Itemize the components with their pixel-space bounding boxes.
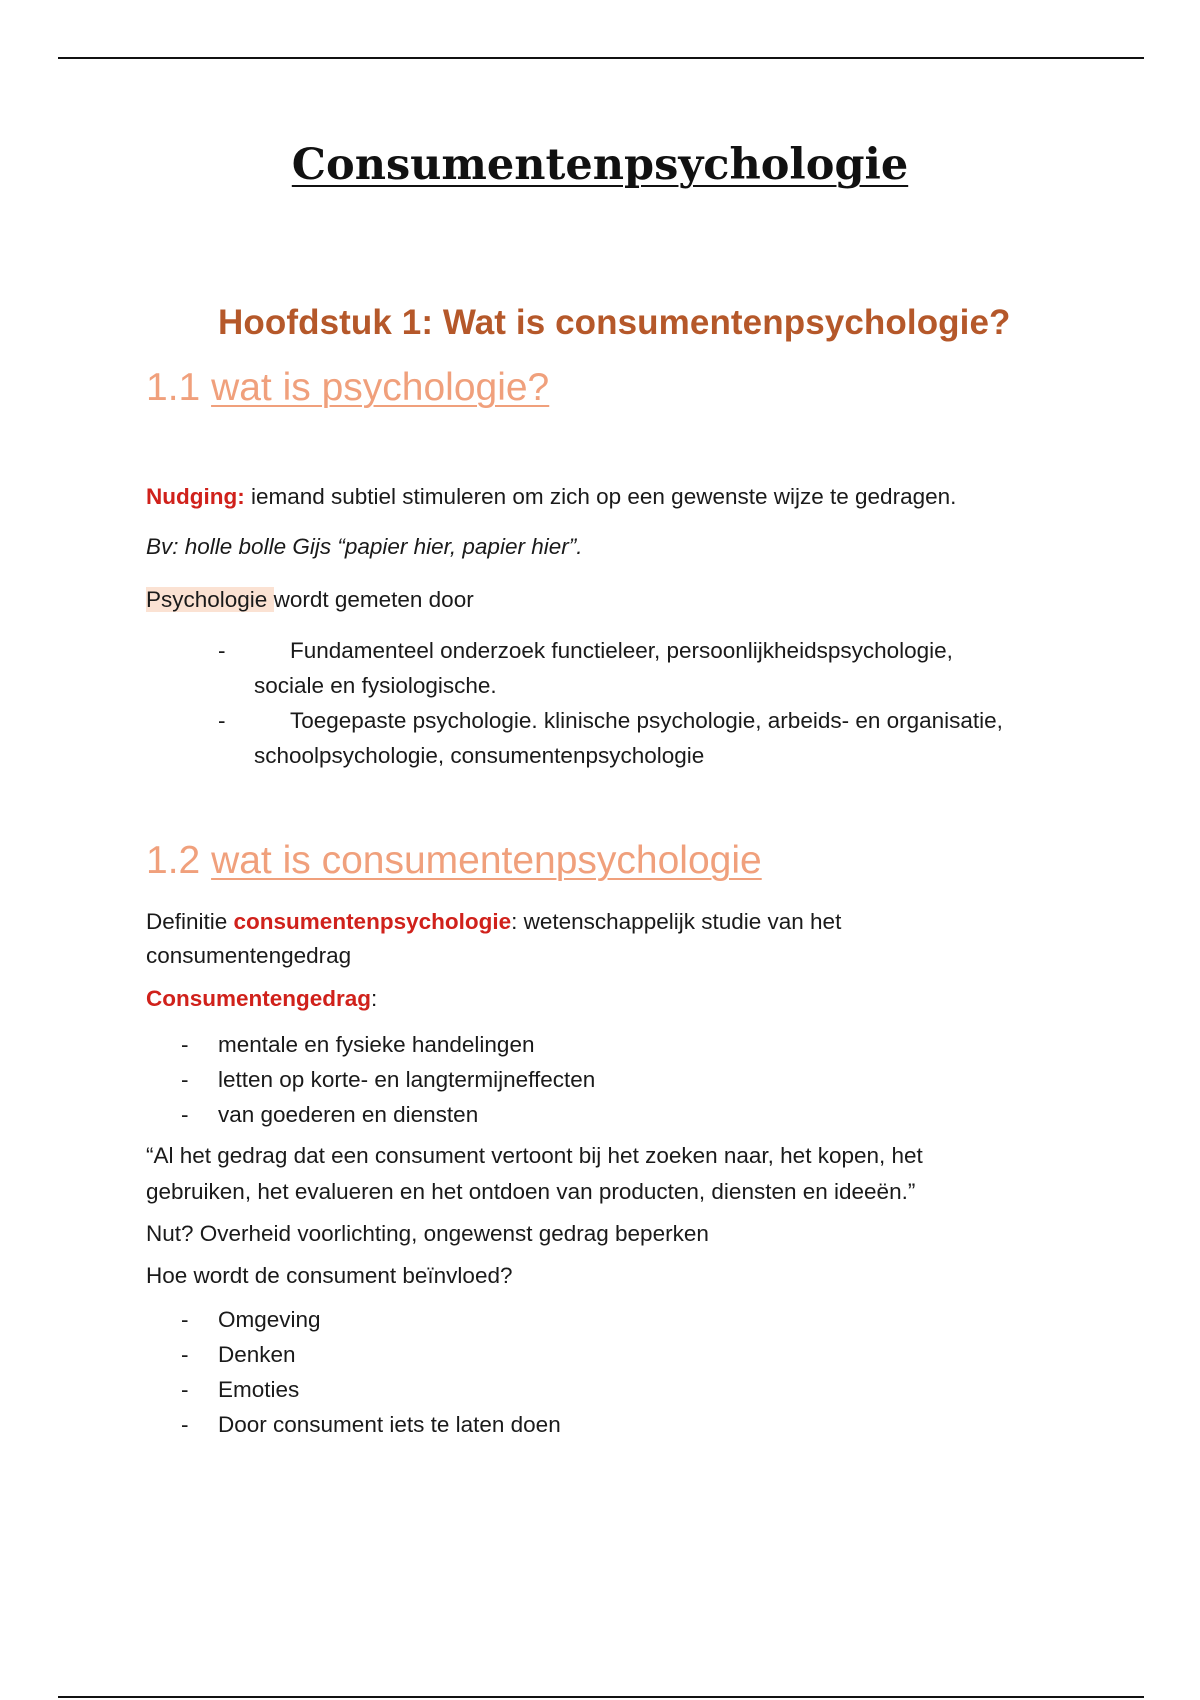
nudging-term: Nudging: bbox=[146, 484, 245, 509]
colon: : bbox=[371, 986, 378, 1011]
influence-list bbox=[181, 1302, 561, 1442]
section-number: 1.2 bbox=[146, 839, 201, 882]
list-item-text: van goederen en diensten bbox=[218, 1102, 479, 1127]
list-item bbox=[218, 633, 1014, 703]
list-item bbox=[181, 1097, 595, 1132]
section-number: 1.1 bbox=[146, 366, 201, 409]
dash-marker: - bbox=[181, 1307, 189, 1332]
document-title: Consumentenpsychologie bbox=[291, 140, 909, 190]
consumer-behaviour-heading bbox=[146, 982, 377, 1016]
top-rule bbox=[58, 57, 1144, 59]
definition-term: consumentenpsychologie bbox=[233, 909, 512, 934]
section-heading-1-2 bbox=[146, 839, 762, 883]
list-item bbox=[218, 703, 1014, 773]
list-item bbox=[181, 1302, 561, 1337]
list-item-text: Denken bbox=[218, 1342, 296, 1367]
definition-rest: : wetenschappelijk studie van het consumentengedrag bbox=[146, 909, 842, 968]
dash-marker: - bbox=[181, 1032, 189, 1057]
psychology-paragraph bbox=[146, 583, 474, 617]
example-paragraph: Bv: holle bolle Gijs “papier hier, papier hier”. bbox=[146, 534, 583, 559]
nut-paragraph: Nut? Overheid voorlichting, ongewenst gedrag beperken bbox=[146, 1221, 709, 1246]
list-item bbox=[181, 1372, 561, 1407]
list-item-text: Emoties bbox=[218, 1377, 300, 1402]
bottom-rule bbox=[58, 1696, 1144, 1698]
list-item bbox=[181, 1062, 595, 1097]
section-heading-1-1 bbox=[146, 366, 549, 410]
dash-marker: - bbox=[181, 1067, 189, 1092]
list-item bbox=[181, 1407, 561, 1442]
measurement-list bbox=[218, 633, 1014, 773]
definition-paragraph bbox=[146, 905, 926, 973]
consumer-behaviour-term: Consumentengedrag bbox=[146, 986, 372, 1011]
consumer-behaviour-list bbox=[181, 1027, 595, 1132]
section-title-link[interactable]: wat is consumentenpsychologie bbox=[211, 839, 762, 882]
definition-prefix: Definitie bbox=[146, 909, 234, 934]
dash-marker: - bbox=[218, 708, 226, 733]
dash-marker: - bbox=[181, 1377, 189, 1402]
dash-marker: - bbox=[181, 1412, 189, 1437]
list-item-text: mentale en fysieke handelingen bbox=[218, 1032, 535, 1057]
list-item bbox=[181, 1027, 595, 1062]
nudging-definition: iemand subtiel stimuleren om zich op een gewenste wijze te gedragen. bbox=[244, 484, 957, 509]
influence-question: Hoe wordt de consument beïnvloed? bbox=[146, 1263, 513, 1288]
list-item-text: Fundamenteel onderzoek functieleer, persoonlijkheidspsychologie, sociale en fysiologische. bbox=[254, 638, 953, 698]
list-item-text: Door consument iets te laten doen bbox=[218, 1412, 561, 1437]
psychology-term-highlight: Psychologie bbox=[146, 587, 274, 612]
section-title-link[interactable]: wat is psychologie? bbox=[211, 366, 550, 409]
dash-marker: - bbox=[181, 1342, 189, 1367]
list-item bbox=[181, 1337, 561, 1372]
list-item-text: Omgeving bbox=[218, 1307, 321, 1332]
nudging-paragraph bbox=[146, 480, 956, 514]
dash-marker: - bbox=[218, 638, 226, 663]
list-item-text: Toegepaste psychologie. klinische psychologie, arbeids- en organisatie, schoolpsychologie, consumentenpsychologie bbox=[254, 708, 1003, 768]
list-item-text: letten op korte- en langtermijneffecten bbox=[218, 1067, 596, 1092]
psychology-rest: wordt gemeten door bbox=[273, 587, 474, 612]
chapter-heading: Hoofdstuk 1: Wat is consumentenpsychologie? bbox=[218, 303, 1011, 342]
dash-marker: - bbox=[181, 1102, 189, 1127]
quote-paragraph: “Al het gedrag dat een consument vertoont bij het zoeken naar, het kopen, het gebruiken, het evalueren en het ontdoen van producten, diensten en ideeën.” bbox=[146, 1143, 923, 1204]
